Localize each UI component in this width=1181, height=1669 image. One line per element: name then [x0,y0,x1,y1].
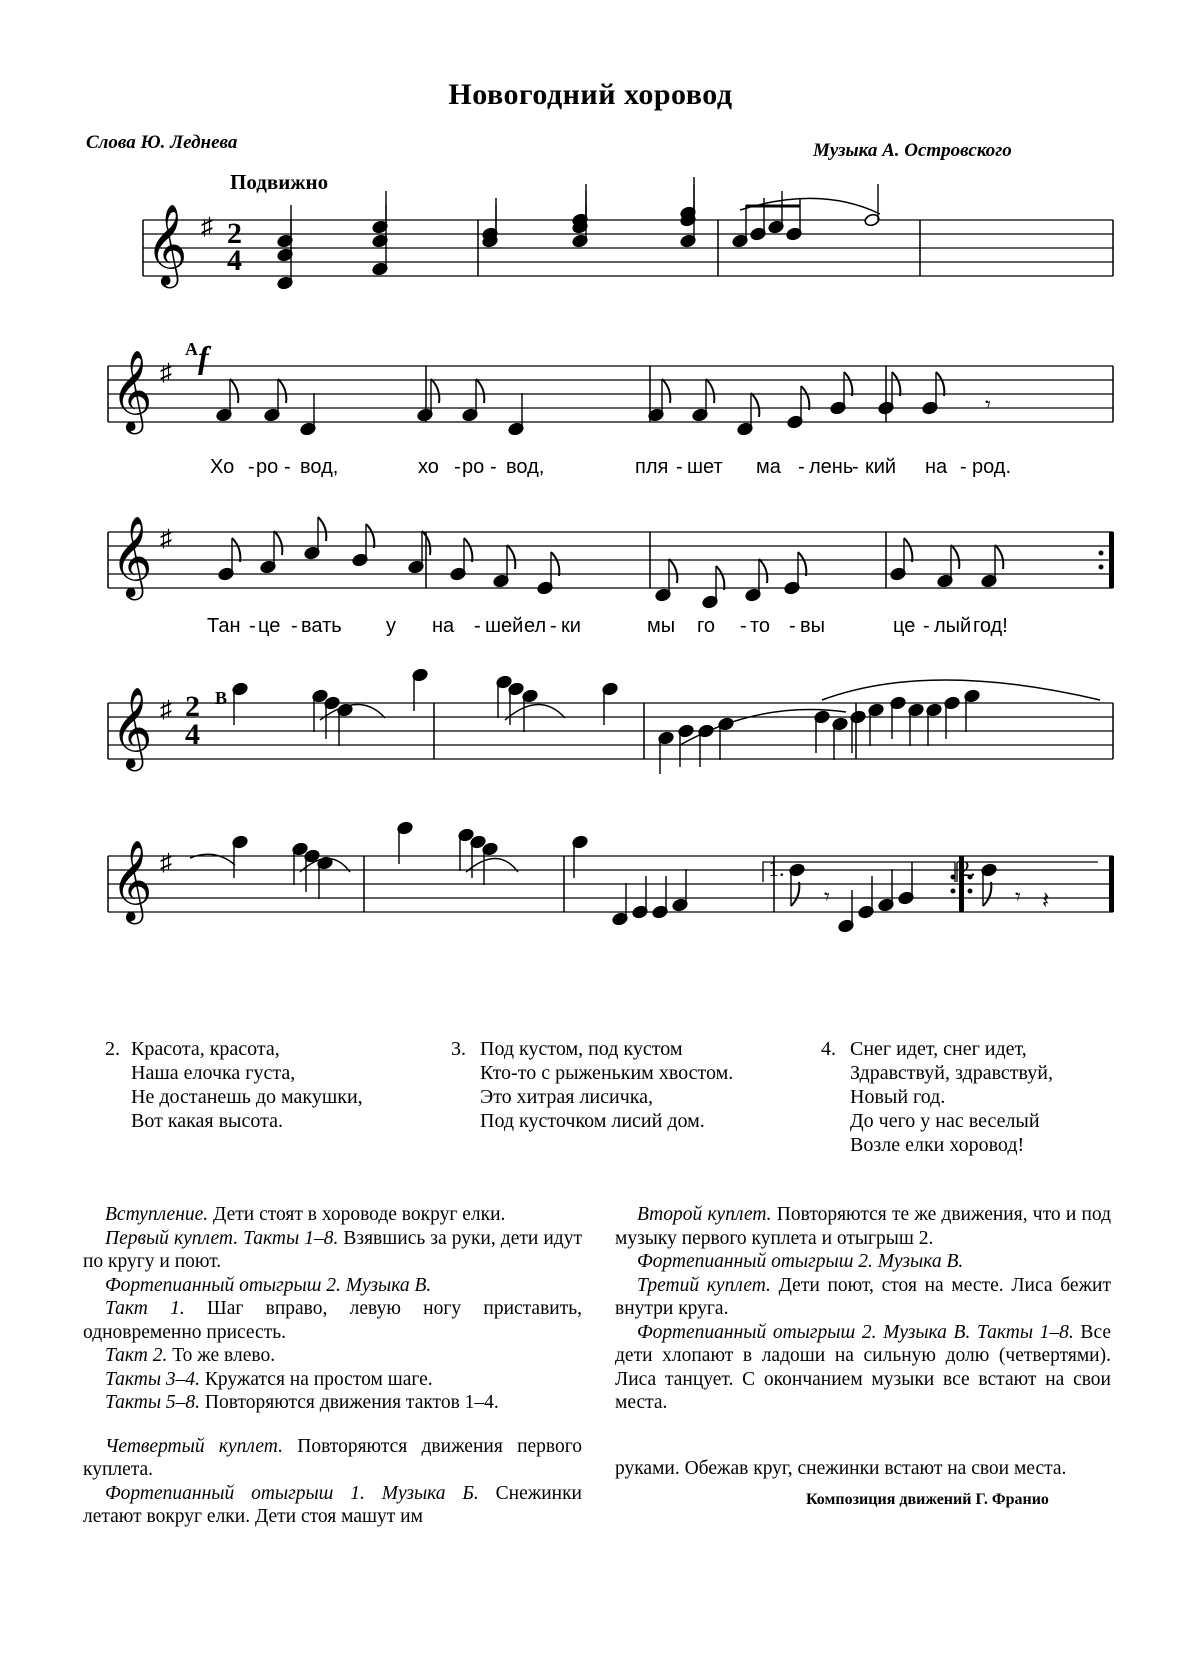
instr-text: Повторяются движения первого куплета. [83,1435,582,1480]
flag [464,538,472,562]
note [908,703,925,746]
lyric-hyphen: - [291,615,298,637]
volta-1: 1. [768,856,785,881]
lyric-syllable: шей [485,615,524,637]
lyric-hyphen: - [798,456,805,478]
note [937,545,960,588]
instr-label: Фортепианный отыгрыш 2. Музыка В. [637,1251,964,1272]
treble-clef-icon: 𝄞 [111,690,153,767]
flag [951,545,959,569]
lyric-syllable: род. [972,456,1012,478]
instr-label: Такт 2. [105,1345,168,1366]
note [522,689,539,732]
note [692,379,715,422]
flag [278,379,286,403]
verse-line: Новый год. [850,1086,946,1108]
instr-label: Такты 5–8. [105,1392,201,1413]
flag [759,559,767,583]
lyric-syllable: го [697,615,715,637]
lyric-syllable: шет [687,456,723,478]
verse-4 [821,1037,1121,1177]
instr-text: Снежинки летают вокруг елки. Дети стоя машут им [83,1482,582,1527]
lyric-syllable: вод, [506,456,545,478]
flag [995,545,1003,569]
final-barline [1109,532,1114,588]
instr-label: Фортепианный отыгрыш 1. Музыка Б. [105,1482,479,1504]
note [304,517,327,560]
volta-bracket [957,862,1098,882]
note [926,703,943,746]
note [264,379,287,422]
flag [801,386,809,410]
lyric-hyphen: - [676,456,683,478]
verse-line: Возле елки хоровод! [850,1134,1025,1156]
verse-line: Это хитрая лисичка, [480,1086,654,1108]
verse-line: Вот какая высота. [131,1110,283,1132]
sharp-icon: ♯ [160,697,172,723]
flag [431,379,439,403]
flag [936,372,944,396]
treble-clef-icon: 𝄞 [111,843,153,920]
time-signature-top: 2 [227,217,242,250]
instr-text: Дети стоят в хороводе вокруг елки. [208,1204,506,1225]
lyric-syllable: це [893,615,916,637]
instr-label: Фортепианный отыгрыш 2. Музыка В. [105,1274,432,1296]
sharp-icon: ♯ [160,360,172,386]
note [832,717,849,760]
verse-line: Наша елочка густа, [131,1062,296,1084]
instr-label: Фортепианный отыгрыш 2. Музыка В. Такты 1–8. [637,1321,1074,1343]
lyric-syllable: у [386,615,396,637]
flag [366,524,374,548]
note [658,731,675,774]
note [964,689,981,732]
lyric-syllable: пля [635,456,669,478]
page-title: Новогодний хоровод [448,78,733,111]
instr-text: Повторяются движения тактов 1–4. [200,1392,499,1413]
instr-label: Третий куплет. [637,1274,771,1296]
lyric-syllable: лень [809,456,854,478]
instr-text: руками. Обежав круг, снежинки встают на свои места. [615,1457,1067,1479]
note [655,559,678,602]
note [648,379,671,422]
lyric-hyphen: - [789,615,796,637]
lyric-syllable: ки [561,615,581,637]
verse-line: Красота, красота, [131,1038,280,1060]
repeat-dot [968,889,973,894]
note [417,379,440,422]
lyric-hyphen: - [923,615,930,637]
note [397,821,414,864]
note [260,531,283,574]
rest-icon: 𝄾 [824,884,830,909]
treble-clef-icon: 𝄞 [146,207,188,284]
lyric-syllable: вы [800,615,825,637]
time-signature-bottom-b: 4 [185,718,200,751]
treble-clef-icon: 𝄞 [111,519,153,596]
repeat-dot [1099,551,1104,556]
instr-text: Взявшись за руки, дети идут по кругу и поют. [83,1227,582,1272]
lyric-syllable: на [432,615,455,637]
instr-text: Шаг вправо, левую ногу приставить, одновременно присесть. [83,1298,583,1343]
rest-icon: 𝄾 [1015,884,1021,909]
instr-text: Дети поют, стоя на месте. Лиса бежит внутри круга. [615,1274,1111,1319]
verse-line: Кто-то с рыженьким хвостом. [480,1062,734,1084]
verse-number: 3. [451,1038,466,1060]
note [868,703,885,746]
note [408,531,431,574]
time-signature-bottom: 4 [227,244,242,277]
final-barline [1109,856,1114,912]
note [300,393,317,436]
sharp-icon: ♯ [201,214,213,240]
lyric-hyphen: - [490,456,497,478]
note [672,869,689,912]
verse-line: Снег идет, снег идет, [850,1038,1027,1060]
note [482,205,499,248]
instr-text: То же влево. [167,1345,276,1366]
instr-label: Вступление. [105,1204,209,1225]
dynamic-mark: f [198,339,209,375]
flag [476,379,484,403]
slur [505,704,565,720]
instr-label: Первый куплет. Такты 1–8. [105,1227,339,1249]
rehearsal-mark-b: В [215,688,228,708]
slur [822,680,1100,700]
lyric-hyphen: - [740,615,747,637]
repeat-dot [951,889,956,894]
tempo-marking: Подвижно [230,170,329,194]
lyrics-line-2 [0,615,1181,641]
lyric-syllable: Тан [207,615,241,637]
lyric-hyphen: - [249,615,256,637]
rest-icon: 𝄽 [1042,888,1050,914]
treble-clef-icon: 𝄞 [111,353,153,430]
lyric-hyphen: - [284,456,291,478]
flag [669,559,677,583]
instr-text: Повторяются те же движения, что и под музыку первого куплета и отыгрыш 2. [615,1204,1112,1249]
lyric-syllable: хо [418,456,439,478]
sharp-icon: ♯ [160,526,172,552]
lyric-hyphen: - [474,615,481,637]
music-credit: Музыка А. Островского [813,140,1012,161]
verse-number: 2. [105,1038,120,1060]
note [732,205,749,248]
lyric-syllable: мы [647,615,676,637]
note [878,869,895,912]
note [412,668,429,711]
instr-label: Такты 3–4. [105,1368,201,1390]
verse-line: До чего у нас веселый [850,1110,1040,1132]
note [864,184,881,227]
note [612,883,629,926]
lyric-hyphen: - [960,456,967,478]
verse-3 [451,1037,791,1167]
lyric-syllable: то [750,615,771,637]
repeat-dot [1099,565,1104,570]
instr-text: Кружатся на простом шаге. [200,1368,433,1390]
flag [706,379,714,403]
flag [791,882,799,906]
instr-label: Четвертый куплет. [105,1435,283,1457]
note [317,856,334,899]
lyric-syllable: ел [524,615,547,637]
choreography-credit: Композиция движений Г. Франио [806,1491,1049,1508]
note [745,559,768,602]
instructions-left [83,1203,582,1529]
lyric-syllable: Хо [210,456,235,478]
note [462,379,485,422]
flag [904,538,912,562]
note [482,842,499,885]
flag [716,566,724,590]
words-credit: Слова Ю. Леднева [86,132,238,153]
lyric-syllable: год! [973,615,1008,637]
time-signature-top-b: 2 [185,690,200,723]
lyric-hyphen: - [248,456,255,478]
flag [798,552,806,576]
flag [892,372,900,396]
lyric-syllable: ро [256,456,279,478]
note [737,393,760,436]
rest-icon: 𝄾 [985,392,991,417]
note [981,545,1004,588]
lyric-syllable: ро [462,456,485,478]
lyric-hyphen: - [852,456,859,478]
verse-line: Под кусточком лисий дом. [480,1110,705,1132]
flag [230,379,238,403]
flag [844,372,852,396]
verse-2 [105,1037,425,1167]
instructions-right [615,1203,1111,1480]
note [216,379,239,422]
flag [507,545,515,569]
flag [274,531,282,555]
flag [232,538,240,562]
note [768,191,785,234]
sharp-icon: ♯ [160,850,172,876]
lyric-syllable: вать [301,615,342,637]
volta-2: 2. [959,856,976,881]
instr-label: Второй куплет. [637,1204,772,1225]
note [508,393,525,436]
rehearsal-mark-a: А [185,339,198,359]
lyric-hyphen: - [550,615,557,637]
lyric-syllable: лый [934,615,972,637]
note [493,545,516,588]
lyrics-line-1 [0,456,1181,482]
lyric-syllable: вод, [300,456,339,478]
flag [318,517,326,541]
verse-number: 4. [821,1038,836,1060]
verse-line: Здравствуй, здравствуй, [850,1062,1053,1084]
verse-line: Не достанешь до макушки, [131,1086,363,1108]
lyric-syllable: це [258,615,281,637]
flag [551,552,559,576]
lyric-syllable: на [925,456,948,478]
lyric-syllable: ма [756,456,781,478]
instr-text: Все дети хлопают в ладоши на сильную долю (четвертями). Лиса танцует. С окончанием музыки все встают на свои места. [615,1321,1111,1413]
lyric-syllable: кий [865,456,897,478]
lyric-hyphen: - [454,456,461,478]
flag [662,379,670,403]
flag [751,393,759,417]
flag [983,882,991,906]
verse-line: Под кустом, под кустом [480,1038,683,1060]
instr-label: Такт 1. [105,1298,185,1319]
